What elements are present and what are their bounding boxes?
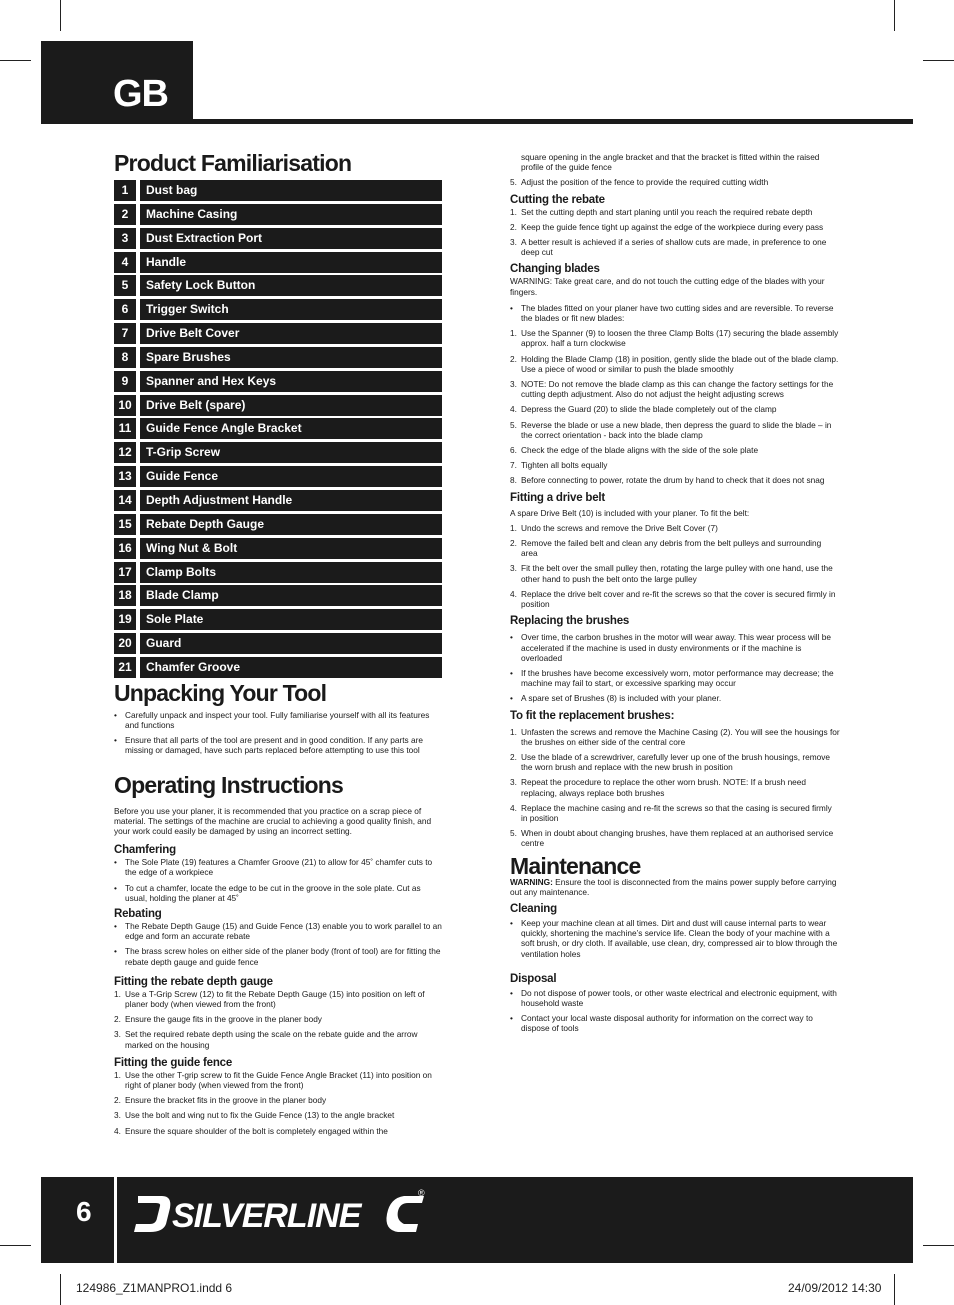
list-item-text: Depress the Guard (20) to slide the blade completely out of the clamp [521, 404, 777, 415]
unpacking-list [114, 710, 444, 756]
list-marker: • [114, 857, 117, 868]
list-item-text: Adjust the position of the fence to provide the required cutting width [521, 177, 769, 188]
part-name: Drive Belt (spare) [140, 395, 442, 416]
list-item-text: Ensure the square shoulder of the bolt is completely engaged within the [125, 1125, 388, 1136]
list-item [510, 563, 840, 583]
subhead-rebating: Rebating [114, 907, 162, 920]
part-number: 1 [114, 180, 136, 201]
part-row [114, 657, 444, 678]
part-row [114, 585, 444, 606]
subhead-cleaning: Cleaning [510, 902, 557, 915]
part-number: 21 [114, 657, 136, 678]
list-marker: • [114, 735, 117, 746]
list-item [510, 177, 840, 187]
list-item-text: Ensure the gauge fits in the groove in the planer body [125, 1014, 322, 1025]
list-marker: 1. [114, 1069, 121, 1080]
part-name: Safety Lock Button [140, 275, 442, 296]
drive-belt-intro: A spare Drive Belt (10) is included with your planer. To fit the belt: [510, 507, 750, 518]
country-tag: GB [113, 73, 168, 115]
part-row [114, 418, 444, 439]
list-item [114, 989, 444, 1009]
crop-mark [0, 1245, 31, 1246]
list-marker: • [114, 709, 117, 720]
maintenance-warning [510, 877, 840, 897]
list-item-text: Before connecting to power, rotate the drum by hand to check that it does not snag [521, 475, 825, 486]
list-marker: 3. [114, 1029, 121, 1040]
list-item-text: Use the blade of a screwdriver, carefully lever up one of the brush housings, remove the worn brush and replace with the new brush in position [521, 751, 830, 773]
list-marker: 3. [114, 1110, 121, 1121]
list-item-text: If the brushes have become excessively worn, motor performance may decrease; the machine may fail to start, or excessive sparking may occur [521, 667, 834, 689]
country-tag-box [41, 41, 193, 124]
header-rule [193, 119, 913, 124]
list-item-text: Keep the guide fence tight up against the edge of the workpiece during every pass [521, 221, 824, 232]
part-name: Depth Adjustment Handle [140, 490, 442, 511]
part-name: Rebate Depth Gauge [140, 514, 442, 535]
part-number: 3 [114, 228, 136, 249]
list-marker: • [510, 667, 513, 678]
list-marker: 1. [510, 726, 517, 737]
part-row [114, 514, 444, 535]
list-item [510, 1013, 840, 1033]
list-item-text: Use the bolt and wing nut to fix the Guide Fence (13) to the angle bracket [125, 1110, 395, 1121]
part-number: 4 [114, 252, 136, 273]
part-number: 8 [114, 347, 136, 368]
logo-swoosh-right [386, 1196, 424, 1232]
part-row [114, 633, 444, 654]
list-item [510, 538, 840, 558]
list-item [510, 460, 840, 470]
part-row [114, 228, 444, 249]
list-item-text: Keep your machine clean at all times. Dirt and dust will cause internal parts to wear quickly, shortening the machine’s service life. Clean the body of your machine with a soft brush, or dry cloth. If available, use clean, dry, compressed air to blow through the ventilation holes [521, 917, 838, 959]
list-marker: • [510, 1013, 513, 1024]
list-item-text: Do not dispose of power tools, or other waste electrical and electronic equipment, with household waste [521, 987, 837, 1008]
section-title-unpacking: Unpacking Your Tool [114, 679, 327, 706]
slug-date: 24/09/2012 14:30 [788, 1281, 882, 1295]
list-item [114, 1095, 444, 1105]
part-name: Trigger Switch [140, 299, 442, 320]
part-name: Drive Belt Cover [140, 323, 442, 344]
part-row [114, 466, 444, 487]
part-row [114, 204, 444, 225]
fit-brushes-steps [510, 727, 840, 849]
list-item-text: Reverse the blade or use a new blade, then depress the guard to slide the blade – in the correct orientation - back into the blade clamp [521, 419, 832, 440]
list-item [114, 1029, 444, 1049]
left-column [114, 150, 444, 1141]
logo-swoosh-left [134, 1196, 170, 1232]
list-marker: • [510, 917, 513, 928]
part-name: Sole Plate [140, 609, 442, 630]
list-item [510, 237, 840, 257]
list-item [510, 803, 840, 823]
list-item-text: Holding the Blade Clamp (18) in position, gently slide the blade out of the blade clamp. Use a piece of wood or similar to push the blade smoothly [521, 353, 839, 374]
part-row [114, 323, 444, 344]
subhead-disposal: Disposal [510, 972, 557, 985]
part-name: Dust bag [140, 180, 442, 201]
crop-mark [923, 60, 954, 61]
page-number: 6 [76, 1196, 92, 1227]
crop-mark [60, 1274, 61, 1305]
list-item-text: Set the cutting depth and start planing until you reach the required rebate depth [521, 206, 813, 217]
crop-mark [0, 60, 31, 61]
list-item-text: Contact your local waste disposal authority for information on the correct way to dispose of tools [521, 1013, 813, 1034]
guide-fence-steps [114, 1070, 444, 1136]
guide-fence-steps-continued [510, 152, 840, 188]
part-row [114, 562, 444, 583]
maintenance-warning-text: Ensure the tool is disconnected from the mains power supply before carrying out any maintenance. [510, 876, 837, 897]
list-marker: 4. [510, 588, 517, 599]
list-item-text: Unfasten the screws and remove the Machine Casing (2). You will see the housings for the brushes on either side of the central core [521, 726, 840, 747]
part-row [114, 609, 444, 630]
list-marker: 2. [510, 353, 517, 364]
list-item-text: The brass screw holes on either side of the planer body (front of tool) are for fitting the rebate depth gauge and guide fence [125, 946, 441, 967]
part-row [114, 347, 444, 368]
part-row [114, 299, 444, 320]
part-number: 20 [114, 633, 136, 654]
part-name: Blade Clamp [140, 585, 442, 606]
list-marker: 3. [510, 237, 517, 248]
logo-registered: ® [418, 1188, 425, 1198]
list-item [510, 445, 840, 455]
list-item [114, 1070, 444, 1090]
part-row [114, 180, 444, 201]
list-item [510, 668, 840, 688]
list-marker: 7. [510, 460, 517, 471]
list-marker: • [510, 987, 513, 998]
list-item [510, 379, 840, 399]
list-item-text: Ensure the bracket fits in the groove in the planer body [125, 1095, 327, 1106]
list-item-text: Use the other T-grip screw to fit the Guide Fence Angle Bracket (11) into position on right of planer body (when viewed from the front) [125, 1069, 432, 1090]
part-row [114, 252, 444, 273]
part-number: 19 [114, 609, 136, 630]
list-item-text: When in doubt about changing brushes, have them replaced at an authorised service centre [521, 828, 834, 849]
brushes-list [510, 632, 840, 703]
right-column [510, 152, 840, 1039]
list-item-text: Undo the screws and remove the Drive Belt Cover (7) [521, 522, 718, 533]
list-item-text: Ensure that all parts of the tool are present and in good condition. If any parts are missing or damaged, have such parts replaced before attempting to use this tool [125, 735, 423, 756]
subhead-changing-blades: Changing blades [510, 263, 600, 276]
list-item [510, 988, 840, 1008]
changing-blades-steps [510, 328, 840, 485]
list-item-text: NOTE: Do not remove the blade clamp as this can change the factory settings for the cutting depth adjustment. Also do not adjust the height adjusting screws [521, 379, 834, 400]
part-number: 11 [114, 418, 136, 439]
part-name: Clamp Bolts [140, 562, 442, 583]
logo-wordmark: SILVERLINE [172, 1197, 361, 1235]
part-name: T-Grip Screw [140, 442, 442, 463]
part-number: 16 [114, 538, 136, 559]
list-item-text: The Sole Plate (19) features a Chamfer Groove (21) to allow for 45˚ chamfer cuts to the edge of a workpiece [125, 857, 433, 878]
part-name: Guard [140, 633, 442, 654]
list-item [510, 222, 840, 232]
list-marker: 4. [114, 1125, 121, 1136]
list-marker: 4. [510, 802, 517, 813]
list-item [510, 752, 840, 772]
part-name: Spare Brushes [140, 347, 442, 368]
blades-bullet [510, 303, 840, 323]
list-item [114, 857, 444, 877]
part-number: 12 [114, 442, 136, 463]
list-item [114, 883, 444, 903]
part-row [114, 538, 444, 559]
list-item-text: A spare set of Brushes (8) is included with your planer. [521, 693, 722, 704]
list-item-text: square opening in the angle bracket and that the bracket is fitted within the raised profile of the guide fence [521, 152, 820, 173]
part-row [114, 275, 444, 296]
part-number: 14 [114, 490, 136, 511]
list-item-text: To cut a chamfer, locate the edge to be cut in the groove in the sole plate. Cut as usual, holding the planer at 45˚ [125, 882, 421, 903]
section-title-product-familiarisation: Product Familiarisation [114, 150, 352, 176]
list-item-text: The Rebate Depth Gauge (15) and Guide Fence (13) enable you to work parallel to an edge and form an accurate rebate [125, 920, 442, 942]
list-item [114, 735, 444, 755]
list-item-text: A better result is achieved if a series of shallow cuts are made, in preference to one deep cut [521, 237, 827, 258]
subhead-chamfering: Chamfering [114, 844, 176, 857]
operating-intro: Before you use your planer, it is recommended that you practice on a scrap piece of material. The settings of the machine are crucial to achieving a good quality finish, and your work could easily be damaged by using an incorrect setting. [114, 805, 432, 836]
rebating-list [114, 921, 444, 967]
section-title-maintenance: Maintenance [510, 852, 641, 879]
list-item-text: Use the Spanner (9) to loosen the three Clamp Bolts (17) securing the blade assembly approx. half a turn clockwise [521, 328, 839, 349]
part-number: 9 [114, 371, 136, 392]
drive-belt-steps [510, 523, 840, 609]
part-name: Machine Casing [140, 204, 442, 225]
part-number: 7 [114, 323, 136, 344]
part-number: 6 [114, 299, 136, 320]
list-marker: • [510, 632, 513, 643]
list-item [510, 777, 840, 797]
list-marker: 1. [510, 522, 517, 533]
list-item-text: Over time, the carbon brushes in the motor will wear away. This wear process will be accelerated if the machine is used in dusty environments or if the machine is overloaded [521, 632, 832, 663]
part-name: Guide Fence Angle Bracket [140, 418, 442, 439]
section-title-operating: Operating Instructions [114, 771, 344, 798]
list-item-text: Carefully unpack and inspect your tool. Fully familiarise yourself with all its features and functions [125, 709, 430, 730]
list-item [510, 523, 840, 533]
list-marker: 5. [510, 177, 517, 188]
part-number: 15 [114, 514, 136, 535]
list-item-text: Use a T-Grip Screw (12) to fit the Rebate Depth Gauge (15) into position on left of planer body (when viewed from the front) [125, 988, 425, 1009]
part-number: 5 [114, 275, 136, 296]
list-marker: 2. [510, 538, 517, 549]
crop-mark [60, 0, 61, 31]
list-marker: 1. [510, 328, 517, 339]
list-marker: 2. [510, 221, 517, 232]
part-number: 2 [114, 204, 136, 225]
list-item [510, 727, 840, 747]
cleaning-list [510, 918, 840, 959]
part-row [114, 490, 444, 511]
subhead-drive-belt: Fitting a drive belt [510, 491, 606, 504]
cutting-rebate-steps [510, 207, 840, 258]
parts-list [114, 180, 444, 678]
subhead-guide-fence: Fitting the guide fence [114, 1056, 233, 1069]
list-item-text: Remove the failed belt and clean any debris from the belt pulleys and surrounding area [521, 538, 822, 559]
part-name: Chamfer Groove [140, 657, 442, 678]
list-item-text: Repeat the procedure to replace the other worn brush. NOTE: If a brush need replacing, always replace both brushes [521, 777, 807, 798]
list-item [510, 404, 840, 414]
list-marker: • [510, 693, 513, 704]
list-marker: • [114, 882, 117, 893]
list-marker: 5. [510, 419, 517, 430]
part-number: 17 [114, 562, 136, 583]
disposal-list [510, 988, 840, 1034]
list-item [114, 946, 444, 966]
part-row [114, 371, 444, 392]
list-marker: 3. [510, 777, 517, 788]
list-item [114, 710, 444, 730]
part-number: 13 [114, 466, 136, 487]
list-marker: • [114, 946, 117, 957]
list-item-text: Set the required rebate depth using the scale on the rebate guide and the arrow marked on the housing [125, 1029, 418, 1050]
list-item [114, 1126, 444, 1136]
list-item [510, 828, 840, 848]
list-item-text: Check the edge of the blade aligns with the side of the sole plate [521, 445, 759, 456]
list-item-text: Replace the machine casing and re-fit the screws so that the casing is secured firmly in position [521, 802, 832, 823]
list-item [510, 420, 840, 440]
list-item-text: The blades fitted on your planer have two cutting sides and are reversible. To reverse the blades or fit new blades: [521, 302, 834, 324]
chamfering-list [114, 857, 444, 903]
part-name: Handle [140, 252, 442, 273]
list-item-text: Replace the drive belt cover and re-fit the screws so that the cover is secured firmly in position [521, 588, 836, 610]
list-marker: 8. [510, 475, 517, 486]
crop-mark [894, 1274, 895, 1305]
list-item [114, 1014, 444, 1024]
list-marker: 4. [510, 404, 517, 415]
list-item [510, 354, 840, 374]
list-item [114, 921, 444, 941]
list-item [510, 475, 840, 485]
subhead-brushes: Replacing the brushes [510, 615, 630, 628]
maintenance-warning-label: WARNING: [510, 876, 553, 887]
subhead-rebate-gauge: Fitting the rebate depth gauge [114, 975, 273, 988]
subhead-fit-brushes: To fit the replacement brushes: [510, 709, 675, 722]
list-marker: 3. [510, 379, 517, 390]
list-marker: 2. [114, 1095, 121, 1106]
list-marker: 2. [114, 1014, 121, 1025]
list-item [510, 589, 840, 609]
list-item [510, 152, 840, 172]
subhead-cutting-rebate: Cutting the rebate [510, 193, 605, 206]
part-name: Wing Nut & Bolt [140, 538, 442, 559]
part-number: 18 [114, 585, 136, 606]
list-marker: 6. [510, 445, 517, 456]
slug-file: 124986_Z1MANPRO1.indd 6 [76, 1281, 233, 1295]
list-item [510, 207, 840, 217]
list-marker: 3. [510, 563, 517, 574]
crop-mark [923, 1245, 954, 1246]
list-item [114, 1110, 444, 1120]
list-item [510, 632, 840, 663]
list-marker: 2. [510, 751, 517, 762]
silverline-logo [132, 1186, 432, 1236]
list-item [510, 303, 840, 323]
list-marker: 1. [114, 988, 121, 999]
list-marker: 5. [510, 828, 517, 839]
list-item [510, 918, 840, 959]
list-marker: 1. [510, 206, 517, 217]
rebate-gauge-steps [114, 989, 444, 1050]
part-name: Dust Extraction Port [140, 228, 442, 249]
footer-separator [114, 1177, 117, 1263]
part-row [114, 395, 444, 416]
part-number: 10 [114, 395, 136, 416]
part-name: Spanner and Hex Keys [140, 371, 442, 392]
list-marker: • [510, 302, 513, 313]
blades-warning: WARNING: Take great care, and do not touch the cutting edge of the blades with your fingers. [510, 276, 825, 297]
crop-mark [894, 0, 895, 31]
part-row [114, 442, 444, 463]
list-item-text: Fit the belt over the small pulley then, rotating the large pulley with one hand, use the other hand to push the belt onto the large pulley [521, 563, 833, 584]
list-item-text: Tighten all bolts equally [521, 460, 608, 471]
list-item [510, 328, 840, 348]
list-marker: • [114, 920, 117, 931]
part-name: Guide Fence [140, 466, 442, 487]
list-item [510, 693, 840, 703]
